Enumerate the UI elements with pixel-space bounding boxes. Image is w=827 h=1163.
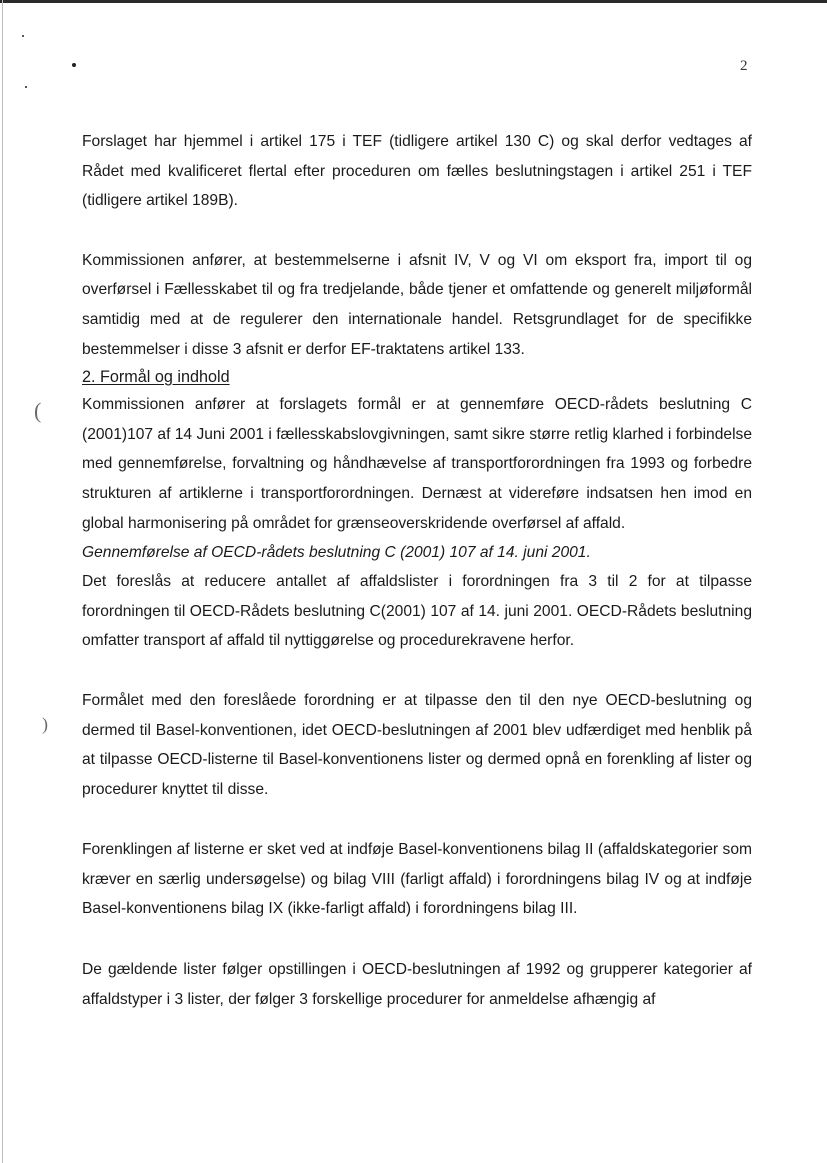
scan-top-border <box>0 0 827 3</box>
paragraph-legal-basis: Forslaget har hjemmel i artikel 175 i TEF (tidligere artikel 130 C) og skal derfor vedtages af Rådet med kvalificeret flertal efter proceduren om fælles beslutningstagen i artikel 251 i TEF (tidligere artikel 189B). <box>82 133 752 210</box>
scan-speck <box>25 86 27 88</box>
document-body <box>82 127 752 1014</box>
paragraph-simplification: Forenklingen af listerne er sket ved at indføje Basel-konventionens bilag II (affaldskategorier som kræver en særlig undersøgelse) og bilag VIII (farligt affald) i forordningens bilag IV og at indføje Basel-konventionens bilag IX (ikke-farligt affald) i forordningens bilag III. <box>82 841 752 918</box>
paragraph-purpose: Kommissionen anfører at forslagets formål er at gennemføre OECD-rådets beslutning C (2001)107 af 14 Juni 2001 i fællesskabslovgivningen, samt sikre større retlig klarhed i forbindelse med gennemførelse, forvaltning og håndhævelse af transportforordningen fra 1993 og forbedre strukturen af artiklerne i transportforordningen. Dernæst at videreføre indsatsen hen imod en global harmonisering på området for grænseoverskridende overførsel af affald. <box>82 396 753 532</box>
page-number: 2 <box>740 58 748 74</box>
section-heading: 2. Formål og indhold <box>82 368 230 387</box>
punch-hole-mark: ( <box>34 398 42 423</box>
scan-left-edge <box>2 0 3 1163</box>
subsection-heading: Gennemførelse af OECD-rådets beslutning C (2001) 107 af 14. juni 2001. <box>82 544 591 562</box>
scan-speck <box>22 35 24 37</box>
paragraph-current-lists: De gældende lister følger opstillingen i OECD-beslutningen af 1992 og grupperer kategorier af affaldstyper i 3 lister, der følger 3 forskellige procedurer for anmeldelse afhængig af <box>82 961 752 1008</box>
punch-hole-mark: ) <box>42 714 48 734</box>
scan-speck <box>72 63 76 67</box>
paragraph-regulation-aim: Formålet med den foreslåede forordning er at tilpasse den til den nye OECD-beslutning og dermed til Basel-konventionen, idet OECD-beslutningen af 2001 blev udfærdiget med henblik på at tilpasse OECD-listerne til Basel-konventionens lister og dermed opnå en forenkling af lister og procedurer knyttet til disse. <box>82 691 752 798</box>
paragraph-waste-lists: Det foreslås at reducere antallet af affaldslister i forordningen fra 3 til 2 for at tilpasse forordningen til OECD-Rådets beslutning C(2001) 107 af 14. juni 2001. OECD-Rådets beslutning omfatter transport af affald til nyttiggørelse og procedurekravene herfor. <box>82 573 752 650</box>
paragraph-commission-provisions: Kommissionen anfører, at bestemmelserne i afsnit IV, V og VI om eksport fra, import til og overførsel i Fællesskabet til og fra tredjelande, både tjener et omfattende og generelt miljøformål samtidig med at de regulerer den internationale handel. Retsgrundlaget for de specifikke bestemmelser i disse 3 afsnit er derfor EF-traktatens artikel 133. <box>82 251 752 358</box>
